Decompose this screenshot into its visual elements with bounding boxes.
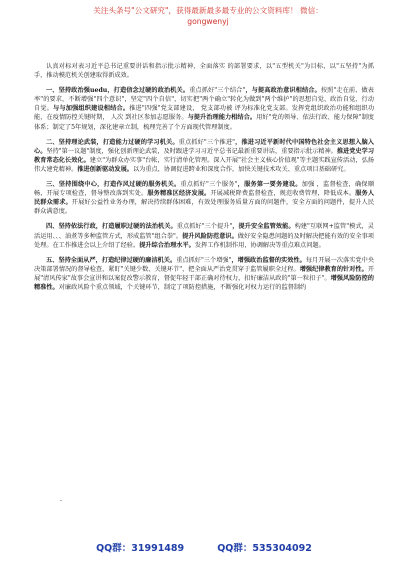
- section-point: ，提升安全监管效能。: [232, 223, 295, 231]
- section-paragraph: [34, 222, 374, 249]
- section-paragraph: [34, 138, 374, 174]
- section-point: 与提升治理能力相结合。: [187, 114, 257, 122]
- header-line-1: 关注头条号"公文研究"，获得最新最多最专业的公文资料库！ 微信：: [93, 6, 323, 15]
- section-point: 增强纪律教育的针对性。: [299, 265, 368, 273]
- section-point: 服务人民群众需求。: [34, 190, 375, 207]
- intro-paragraph: 认真对标对表习近平总书记重要讲话和指示批示精神，全面落实 的部署要求，以"五型机关"为目标，以"五坚持"为抓手，推动模范机关创建取得新成效。: [34, 63, 374, 80]
- section-lead: 重点抓好"三个结合": [189, 87, 246, 95]
- section-point: 服务精准区经济发展。: [147, 190, 211, 198]
- section-point: 增强风险防控的精准性。: [34, 274, 374, 291]
- section-text: 推进"四强"党支部建设， 党支部功被 评为标准化党支部。发挥党组织政治功能和组织功能，在疫情防控关键时期， 人次 到社区参加志愿服务。: [34, 105, 375, 122]
- section-heading: 四、坚持依法行政，打造履职过硬的法治机关。: [46, 223, 177, 231]
- stray-dash: -: [60, 497, 63, 504]
- footer-contacts: [0, 540, 408, 554]
- section-text: 每月开展一次落实党中央决策部署情况的督导检查，紧盯"关键少数、关键环节"，把全面从严治党贯穿于监管履职全过程。: [34, 256, 375, 273]
- section-heading: 三、坚持围绕中心，打造作风过硬的服务机关。: [46, 181, 181, 189]
- section-heading: 一、坚持政治强uedu，打造信念过硬的政治机关。: [46, 87, 190, 95]
- section-point: 推进党史学习教育常态化长效化。: [34, 147, 375, 164]
- section-paragraph: [34, 256, 374, 292]
- section-text: 加强 ，监督检查，确保顺畅，开展专项检查，督导整改落到实处。: [34, 181, 375, 198]
- section-point: 与与加强组织建设相结合。: [53, 105, 130, 113]
- section-paragraph: [34, 180, 374, 216]
- section-point: 推进创新驱动发展。: [77, 165, 133, 173]
- section-point: 提升风险防范意识。: [182, 232, 238, 240]
- footer-qq-group-2: QQ群：535304092: [217, 543, 312, 554]
- footer-qq-group-1: QQ群：31991489: [96, 543, 185, 554]
- section-point: ，增强政治监督的实效性。: [231, 256, 306, 264]
- header-banner: [28, 6, 388, 27]
- section-text: 按照"走在前、做表率"的要求，不断增强"四个意识"，坚定"四个自信"，切实把"两个确立"转化为做到"两个维护"的思想自觉、政治自觉、行动自觉。: [34, 87, 374, 113]
- section-text: 建立"为群众办实事"台帐，实行清单化管理。深入开展"社会主义核心价值观"等主题实践宣传活动，弘扬伟大建党精神。: [34, 156, 374, 173]
- header-line-2: gongwenyj: [187, 16, 229, 26]
- section-lead: 重点抓好"三个增强": [176, 256, 232, 264]
- section-heading: 二、坚持理论武装，打造能力过硬的学习机关。: [46, 138, 179, 146]
- section-text: 开展减税降费监督检查，规范收费管理，降低成本。: [210, 190, 356, 198]
- section-text: 坚持"第一议题"制度，强化创新理论武装，及时跟进学习习近平总书记最新重要讲话，重要指示批示精神。: [46, 147, 337, 155]
- section-lead: 重点抓好"三个服务": [180, 181, 238, 189]
- section-text: 用好"党的领导、依法行政、能力保障"制度体系；制定了5年规划，深化建章立制，梳理完善了个方面现代管理制度。: [34, 114, 374, 131]
- section-point: ，推进习近平新时代中国特色社会主义思想入脑入心。: [34, 138, 374, 155]
- section-text: 以为重点，协调促进跨业和深度合作，加快关键技术攻关、重点项目基础研究。: [133, 165, 350, 173]
- section-paragraph: [34, 86, 374, 131]
- section-heading: 五、坚持全面从严，打造纪律过硬的廉洁机关。: [46, 256, 177, 264]
- section-text: 开展好公益性业务办理，解决持续群体困难，有效处理服务质量方面的问题件，安全方面的问题件，提升人民群众满意度。: [34, 199, 375, 216]
- document-body: [34, 62, 374, 292]
- section-text: 做好安全隐患问题的及时解决把能有效的安全事项处理。在工作推进会以上介绍了经验。: [34, 232, 374, 249]
- section-text: 开展"清风传家"故事会宣讲和以案促改警示教育，督促年轻干部正确对待权力，扣好廉洁从政的"第一粒扣子"。: [34, 265, 374, 282]
- section-point: ，与提高政治意识相结合。: [245, 87, 321, 95]
- section-text: 对廉政风险个重点领域，个关键环节，制定了项防控措施，不断强化对权力运行的监督制约: [58, 283, 307, 291]
- section-text: 发挥工作机制作用，协调解决等重点难点问题。: [194, 241, 325, 249]
- section-lead: 重点抓好"三个提升": [176, 223, 233, 231]
- section-text: 构建"互联网+监管"模式，灵活运用、、、油煮等多种监管方式，形成监管"组合拳"。: [34, 223, 374, 240]
- section-point: 提升综合治理水平。: [139, 241, 195, 249]
- section-lead: 重点抓好"三个推进": [178, 138, 236, 146]
- section-point: ，服务第一要务建设。: [237, 181, 302, 189]
